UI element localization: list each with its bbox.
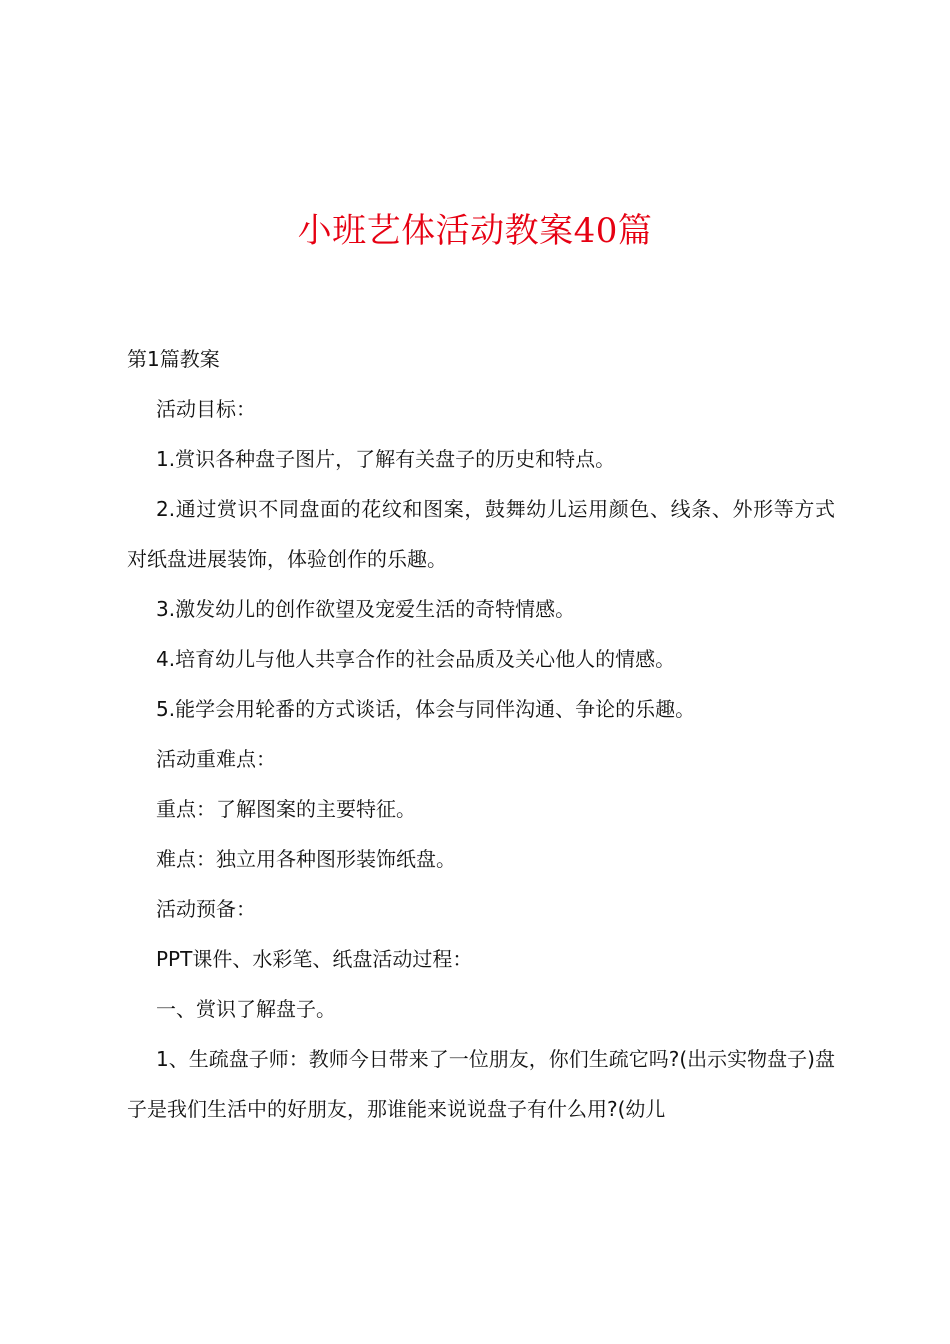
preparation-text: PPT课件、水彩笔、纸盘活动过程：	[156, 947, 473, 971]
goal-item: 2.通过赏识不同盘面的花纹和图案，鼓舞幼儿运用颜色、线条、外形等方式对纸盘进展装饰，体验创作的乐趣。	[127, 497, 835, 571]
preparation-heading: 活动预备：	[156, 897, 256, 921]
key-point: 重点：了解图案的主要特征。	[156, 797, 416, 821]
document-body	[127, 334, 835, 1134]
section-heading: 第1篇教案	[127, 347, 220, 371]
goal-item: 4.培育幼儿与他人共享合作的社会品质及关心他人的情感。	[156, 647, 676, 671]
step-one-text: 1、生疏盘子师：教师今日带来了一位朋友，你们生疏它吗?(出示实物盘子)盘子是我们生活中的好朋友，那谁能来说说盘子有什么用?(幼儿	[127, 1047, 835, 1121]
goal-item: 5.能学会用轮番的方式谈话，体会与同伴沟通、争论的乐趣。	[156, 697, 696, 721]
goal-item: 1.赏识各种盘子图片，了解有关盘子的历史和特点。	[156, 447, 616, 471]
difficult-point: 难点：独立用各种图形装饰纸盘。	[156, 847, 456, 871]
document-title: 小班艺体活动教案40篇	[297, 211, 653, 251]
key-points-heading: 活动重难点：	[156, 747, 276, 771]
goal-item: 3.激发幼儿的创作欲望及宠爱生活的奇特情感。	[156, 597, 576, 621]
goals-heading: 活动目标：	[156, 397, 256, 421]
step-one-heading: 一、赏识了解盘子。	[156, 997, 336, 1021]
